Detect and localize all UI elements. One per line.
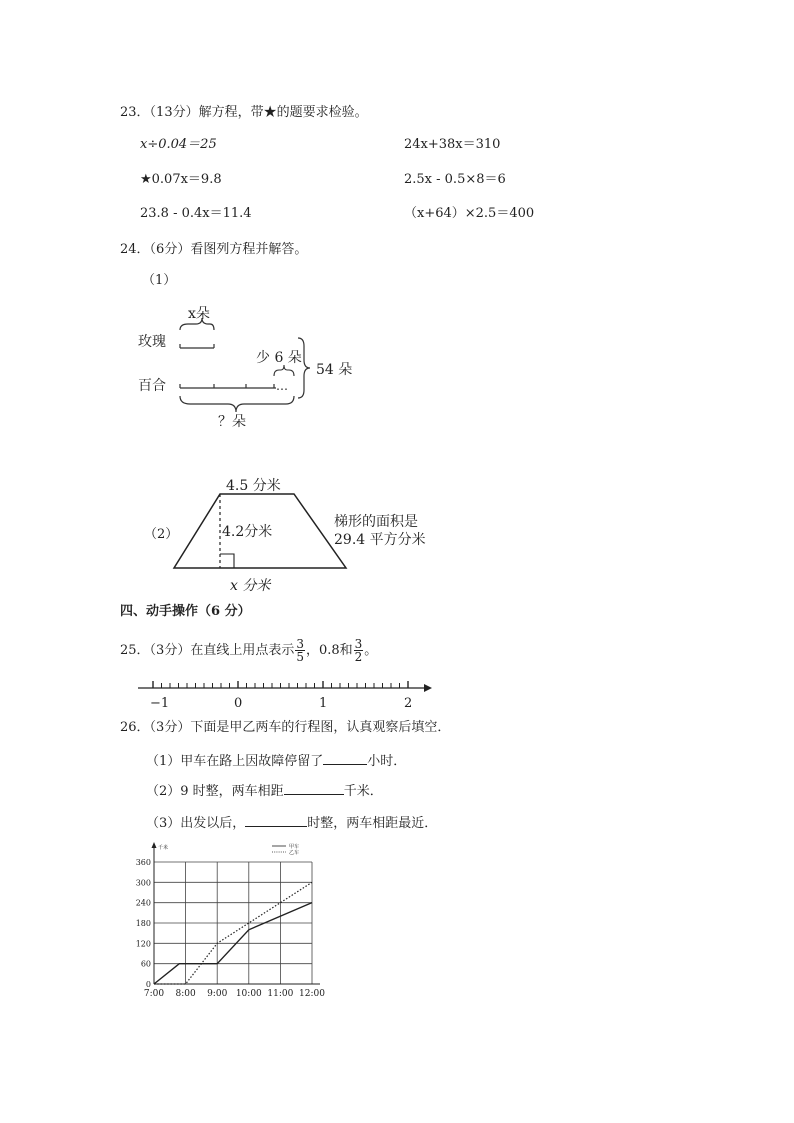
- q26-subquestion-2: （2）9 时整，两车相距 千米．: [146, 784, 383, 799]
- q23-equation-5: 23.8 - 0.4x＝11.4: [140, 206, 252, 221]
- x-tick-label: 12:00: [299, 989, 325, 999]
- y-tick-label: 360: [135, 858, 151, 867]
- q23-equation-2: 24x+38x＝310: [404, 137, 501, 152]
- number-line-label-neg1: −1: [150, 696, 170, 711]
- y-axis-arrow: [152, 842, 157, 848]
- number-line-label-0: 0: [234, 696, 243, 711]
- trapezoid-bottom-label: x 分米: [230, 578, 271, 594]
- x-tick-label: 8:00: [175, 989, 196, 999]
- chart-legend: [272, 843, 299, 856]
- chart-axes: [152, 842, 321, 984]
- number-line: [136, 678, 436, 712]
- y-tick-label: 120: [135, 939, 151, 949]
- total-label: 54 朵: [316, 362, 352, 378]
- q23-equation-3: ★0.07x＝9.8: [140, 172, 222, 187]
- fraction-three-halves: $\frac{3}{2}$: [354, 637, 363, 664]
- missing-part-brace: [274, 365, 294, 376]
- x-tick-label: 7:00: [143, 989, 165, 999]
- x-tick-label: 10:00: [235, 989, 262, 999]
- answer-blank-1[interactable]: [323, 752, 367, 765]
- q24-part2-label: （2）: [144, 527, 179, 542]
- q25-middle: ，0.8和: [305, 643, 353, 658]
- right-angle-mark: [220, 554, 234, 568]
- q23-equation-1: x÷0.04＝25: [140, 137, 217, 152]
- y-tick-label: 240: [135, 898, 151, 908]
- x-flowers-label: x朵: [188, 306, 210, 322]
- q23-equation-4: 2.5x - 0.5×8＝6: [404, 172, 506, 187]
- trapezoid-top-label: 4.5 分米: [226, 478, 281, 494]
- q25-text: [120, 634, 377, 668]
- unknown-label: ？朵: [218, 414, 246, 430]
- number-line-label-2: 2: [404, 696, 413, 711]
- legend-label: 乙车: [289, 849, 300, 856]
- travel-chart: [134, 840, 368, 1004]
- x-tick-label: 11:00: [267, 989, 294, 999]
- number-line-arrow: [424, 684, 432, 692]
- segment-diagram: [136, 300, 352, 432]
- series-yi-line: [154, 882, 312, 984]
- lily-label: 百合: [138, 378, 166, 394]
- answer-blank-2[interactable]: [284, 782, 344, 795]
- q23-equation-6: （x+64）×2.5＝400: [404, 206, 535, 221]
- lily-dots: …: [276, 379, 288, 393]
- less-six-label: 少 6 朵: [256, 350, 302, 366]
- chart-lines: [154, 882, 312, 984]
- q25-suffix: 。: [364, 643, 378, 658]
- lily-bottom-brace: [180, 396, 294, 412]
- q23-title: 23．（13分）解方程，带★的题要求检验。: [120, 105, 368, 120]
- y-tick-label: 60: [140, 959, 151, 969]
- y-tick-label: 0: [145, 980, 151, 989]
- q24-part1-label: （1）: [142, 273, 177, 288]
- section4-title: 四、动手操作（6 分）: [120, 604, 251, 619]
- trapezoid-area-line1: 梯形的面积是: [334, 514, 418, 530]
- x-tick-label: 9:00: [207, 989, 228, 999]
- q26-title: 26．（3分）下面是甲乙两车的行程图，认真观察后填空．: [120, 720, 451, 735]
- answer-blank-3[interactable]: [245, 814, 307, 827]
- trapezoid-area-line2: 29.4 平方分米: [334, 532, 426, 548]
- q26-subquestion-1: （1）甲车在路上因故障停留了 小时．: [146, 754, 407, 769]
- q25-prefix: 25．（3分）在直线上用点表示: [120, 643, 295, 658]
- total-brace: [298, 338, 310, 398]
- y-axis-title: 千米: [158, 845, 169, 851]
- y-tick-label: 180: [135, 919, 151, 928]
- number-line-label-1: 1: [319, 696, 328, 711]
- trapezoid-height-label: 4.2分米: [222, 524, 273, 540]
- q24-title: 24．（6分）看图列方程并解答。: [120, 242, 308, 257]
- legend-label: 甲车: [289, 843, 300, 850]
- fraction-three-fifths: $\frac{3}{5}$: [296, 637, 304, 664]
- y-tick-label: 300: [135, 878, 151, 888]
- rose-label: 玫瑰: [138, 334, 166, 350]
- trapezoid-diagram: [170, 474, 426, 596]
- q26-subquestion-3: （3）出发以后， 时整，两车相距最近．: [146, 816, 438, 831]
